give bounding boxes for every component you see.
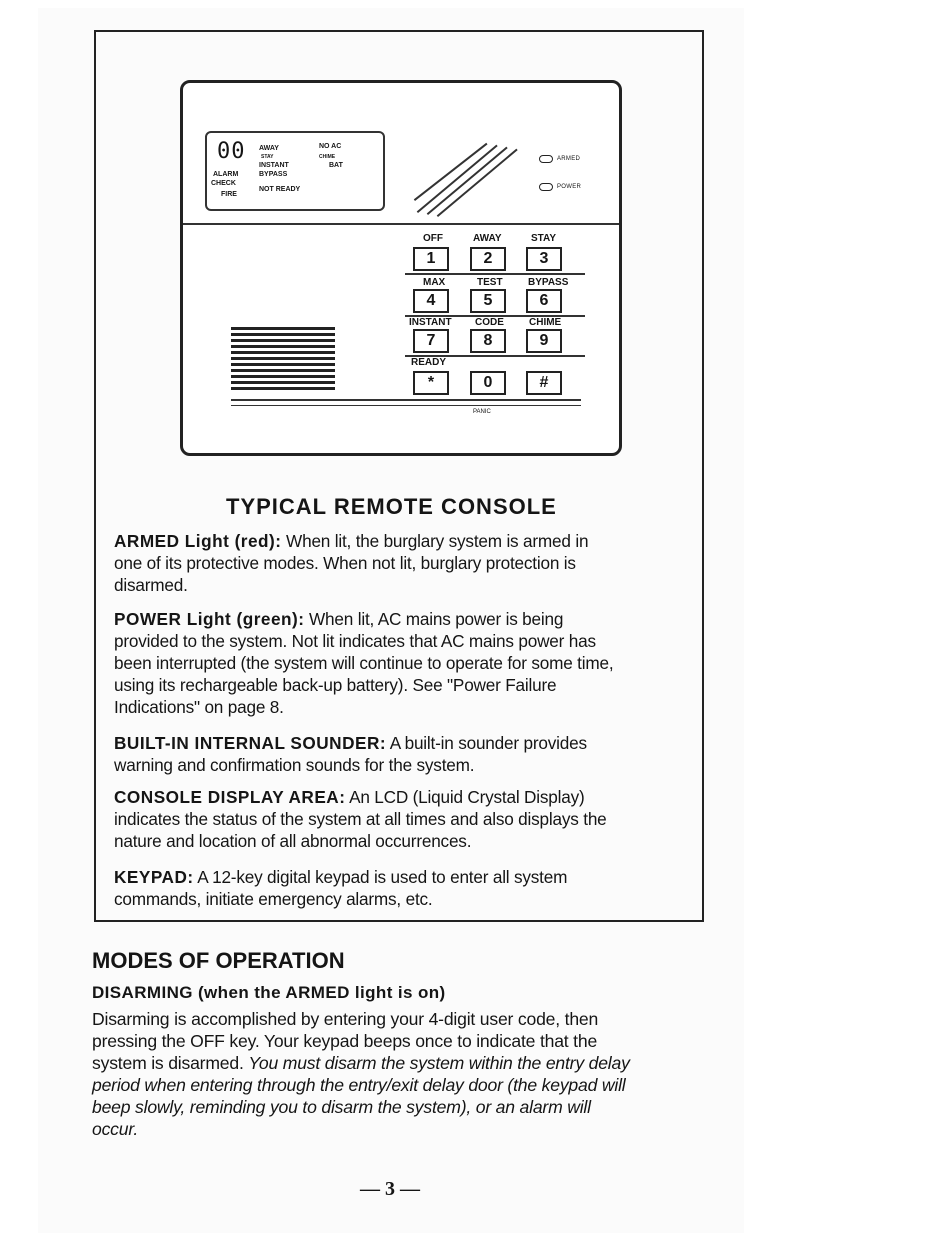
text-line: When lit, AC mains power is being (304, 609, 564, 629)
lcd-label-instant: INSTANT (259, 162, 289, 169)
lcd-label-check: CHECK (211, 180, 236, 187)
key-2[interactable]: 2 (470, 247, 506, 271)
text-line: When lit, the burglary system is armed in (281, 531, 589, 551)
key-6[interactable]: 6 (526, 289, 562, 313)
disarming-subtitle: DISARMING (when the ARMED light is on) (92, 983, 446, 1002)
power-light-term: POWER Light (green): (114, 609, 305, 629)
lcd-label-away: AWAY (259, 145, 279, 152)
lcd-label-bat: BAT (329, 162, 343, 169)
text-line: system is disarmed. (92, 1053, 249, 1073)
sounder-grille (231, 327, 335, 393)
key-star[interactable]: * (413, 371, 449, 395)
key-pound[interactable]: # (526, 371, 562, 395)
power-light-description (114, 608, 694, 718)
lcd-display (205, 131, 385, 211)
display-area-term: CONSOLE DISPLAY AREA: (114, 787, 346, 807)
text-line-italic: period when entering through the entry/exit delay door (the keypad will (92, 1075, 626, 1095)
key-8[interactable]: 8 (470, 329, 506, 353)
remote-console-illustration (180, 80, 622, 456)
key-label-stay: STAY (531, 233, 557, 244)
lcd-digits: 00 (217, 139, 246, 164)
power-led-label: POWER (557, 184, 582, 190)
key-7[interactable]: 7 (413, 329, 449, 353)
decorative-line (437, 149, 518, 217)
text-line: commands, initiate emergency alarms, etc. (114, 889, 433, 909)
key-label-ready: READY (411, 357, 447, 368)
text-line: provided to the system. Not lit indicates that AC mains power has (114, 631, 596, 651)
key-label-off: OFF (423, 233, 443, 244)
lcd-label-not-ready: NOT READY (259, 186, 301, 193)
key-label-max: MAX (423, 277, 446, 288)
lcd-label-stay: STAY (261, 154, 274, 160)
text-line: An LCD (Liquid Crystal Display) (345, 787, 585, 807)
text-line-italic: beep slowly, reminding you to disarm the system), or an alarm will (92, 1097, 591, 1117)
key-1[interactable]: 1 (413, 247, 449, 271)
key-label-away: AWAY (473, 233, 502, 244)
keypad-description (114, 866, 694, 910)
armed-light-description (114, 530, 694, 596)
base-line (231, 405, 581, 406)
decorative-line (417, 145, 498, 213)
text-line: Disarming is accomplished by entering your 4-digit user code, then (92, 1009, 599, 1029)
base-line (231, 399, 581, 401)
sounder-term: BUILT-IN INTERNAL SOUNDER: (114, 733, 387, 753)
key-label-bypass: BYPASS (528, 277, 569, 288)
text-line: pressing the OFF key. Your keypad beeps once to indicate that the (92, 1031, 598, 1051)
lcd-label-chime: CHIME (319, 154, 336, 160)
display-area-description (114, 786, 694, 852)
modes-title: MODES OF OPERATION (92, 948, 345, 973)
text-line: using its rechargeable back-up battery). See "Power Failure (114, 675, 557, 695)
lcd-label-alarm: ALARM (213, 171, 239, 178)
panic-label: PANIC (473, 409, 491, 415)
text-line: one of its protective modes. When not lit, burglary protection is (114, 553, 576, 573)
sounder-description (114, 732, 694, 776)
text-line: been interrupted (the system will continue to operate for some time, (114, 653, 614, 673)
text-line: A built-in sounder provides (386, 733, 587, 753)
lcd-label-no-ac: NO AC (319, 143, 342, 150)
text-line-italic: You must disarm the system within the entry delay (248, 1053, 630, 1073)
key-4[interactable]: 4 (413, 289, 449, 313)
key-9[interactable]: 9 (526, 329, 562, 353)
key-3[interactable]: 3 (526, 247, 562, 271)
text-line: indicates the status of the system at all times and also displays the (114, 809, 607, 829)
armed-light-term: ARMED Light (red): (114, 531, 282, 551)
text-line: nature and location of all abnormal occurrences. (114, 831, 472, 851)
armed-led-icon (539, 155, 553, 163)
lcd-label-bypass: BYPASS (259, 171, 288, 178)
text-line: disarmed. (114, 575, 188, 595)
key-label-instant: INSTANT (409, 317, 452, 328)
keypad-divider (405, 273, 585, 275)
text-line-italic: occur. (92, 1119, 139, 1139)
key-label-test: TEST (477, 277, 503, 288)
disarming-paragraph (92, 1008, 704, 1140)
key-0[interactable]: 0 (470, 371, 506, 395)
power-led-icon (539, 183, 553, 191)
console-title: TYPICAL REMOTE CONSOLE (226, 494, 557, 519)
lcd-label-fire: FIRE (221, 191, 237, 198)
armed-led-label: ARMED (557, 156, 581, 162)
key-label-chime: CHIME (529, 317, 562, 328)
console-display-area (183, 83, 619, 225)
key-label-code: CODE (475, 317, 504, 328)
text-line: Indications" on page 8. (114, 697, 284, 717)
page-number: — 3 — (360, 1178, 420, 1200)
keypad-term: KEYPAD: (114, 867, 194, 887)
text-line: warning and confirmation sounds for the system. (114, 755, 475, 775)
text-line: A 12-key digital keypad is used to enter all system (193, 867, 568, 887)
key-5[interactable]: 5 (470, 289, 506, 313)
